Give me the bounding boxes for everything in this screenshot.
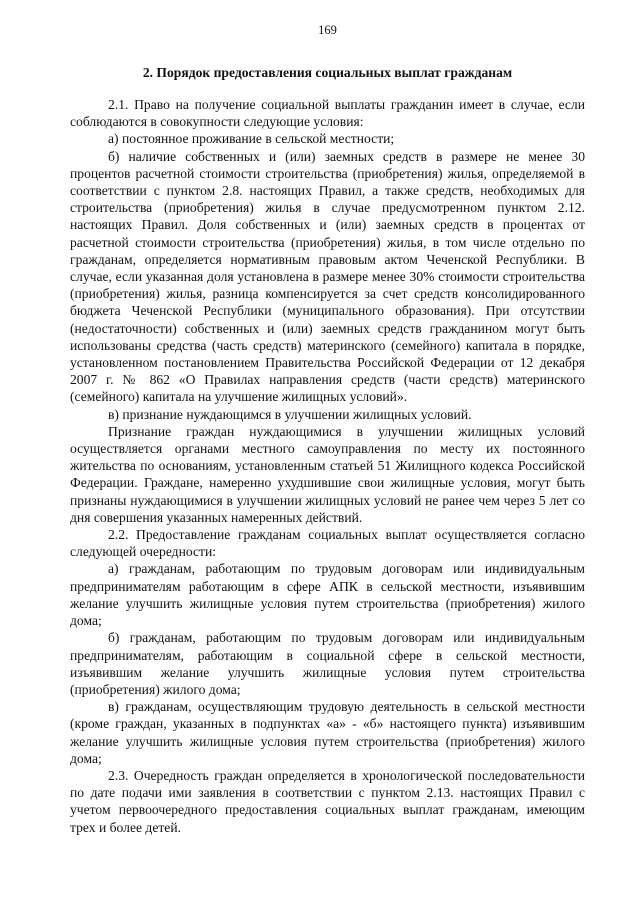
section-heading: 2. Порядок предоставления социальных выплат гражданам bbox=[142, 65, 513, 80]
paragraph-2-1-v: в) признание нуждающимся в улучшении жилищных условий. bbox=[108, 406, 472, 422]
paragraph-2-2-b: б) гражданам, работающим по трудовым договорам или индивидуальным предпринимателям, работающим в социальной сфере в сельской местности, изъявившим желание улучшить жилищные условия путем строительства (приобретения) жилого дома; bbox=[70, 630, 585, 697]
paragraph-2-2: 2.2. Предоставление гражданам социальных выплат осуществляется согласно следующей очередности: bbox=[70, 527, 585, 560]
paragraph-2-3: 2.3. Очередность граждан определяется в хронологической последовательности по дате подачи ими заявления в соответствии с пунктом 2.13. настоящих Правил с учетом первоочередного предоставления социальных выплат гражданам, имеющим трех и более детей. bbox=[70, 767, 585, 835]
document-page bbox=[70, 22, 585, 836]
page-number: 169 bbox=[318, 23, 337, 37]
paragraph-recognition: Признание граждан нуждающимися в улучшении жилищных условий осуществляется органами местного самоуправления по месту их постоянного жительства по основаниям, установленным статьей 51 Жилищного кодекса Российской Федерации. Граждане, намеренно ухудшившие свои жилищные условия, могут быть признаны нуждающимися в улучшении жилищных условий не ранее чем через 5 лет со дня совершения указанных намеренных действий. bbox=[70, 423, 585, 525]
paragraph-2-2-a: а) гражданам, работающим по трудовым договорам или индивидуальным предпринимателям работающим в сфере АПК в сельской местности, изъявившим желание улучшить жилищные условия путем строительства (приобретения) жилого дома; bbox=[70, 561, 585, 629]
paragraph-2-2-v: в) гражданам, осуществляющим трудовую деятельность в сельской местности (кроме граждан, указанных в подпунктах «а» - «б» настоящего пункта) изъявившим желание улучшить жилищные условия путем строительства (приобретения) жилого дома; bbox=[70, 699, 585, 766]
paragraph-2-1-b: б) наличие собственных и (или) заемных средств в размере не менее 30 процентов расчетной стоимости строительства (приобретения) жилья, определяемой в соответствии с пунктом 2.8. настоящих Правил, а также средств, необходимых для строительства (приобретения) жилья в случае предусмотренном пунктом 2.12. настоящих Правил. Доля собственных и (или) заемных средств в процентах от расчетной стоимости строительства (приобретения) жилья, в том числе отдельно по гражданам, определяется нормативным правовым актом Чеченской Республики. В случае, если указанная доля установлена в размере менее 30% стоимости строительства (приобретения) жилья, разница компенсируется за счет средств консолидированного бюджета Чеченской Республики (муниципального образования). При отсутствии (недостаточности) собственных и (или) заемных средств гражданином могут быть использованы средства (часть средств) материнского (семейного) капитала в порядке, установленном постановлением Правительства Российской Федерации от 12 декабря 2007 г. № 862 «О Правилах направления средств (части средств) материнского (семейного) капитала на улучшение жилищных условий». bbox=[70, 148, 585, 405]
paragraph-2-1: 2.1. Право на получение социальной выплаты гражданин имеет в случае, если соблюдаются в совокупности следующие условия: bbox=[70, 97, 585, 130]
paragraph-2-1-a: а) постоянное проживание в сельской местности; bbox=[108, 131, 395, 147]
